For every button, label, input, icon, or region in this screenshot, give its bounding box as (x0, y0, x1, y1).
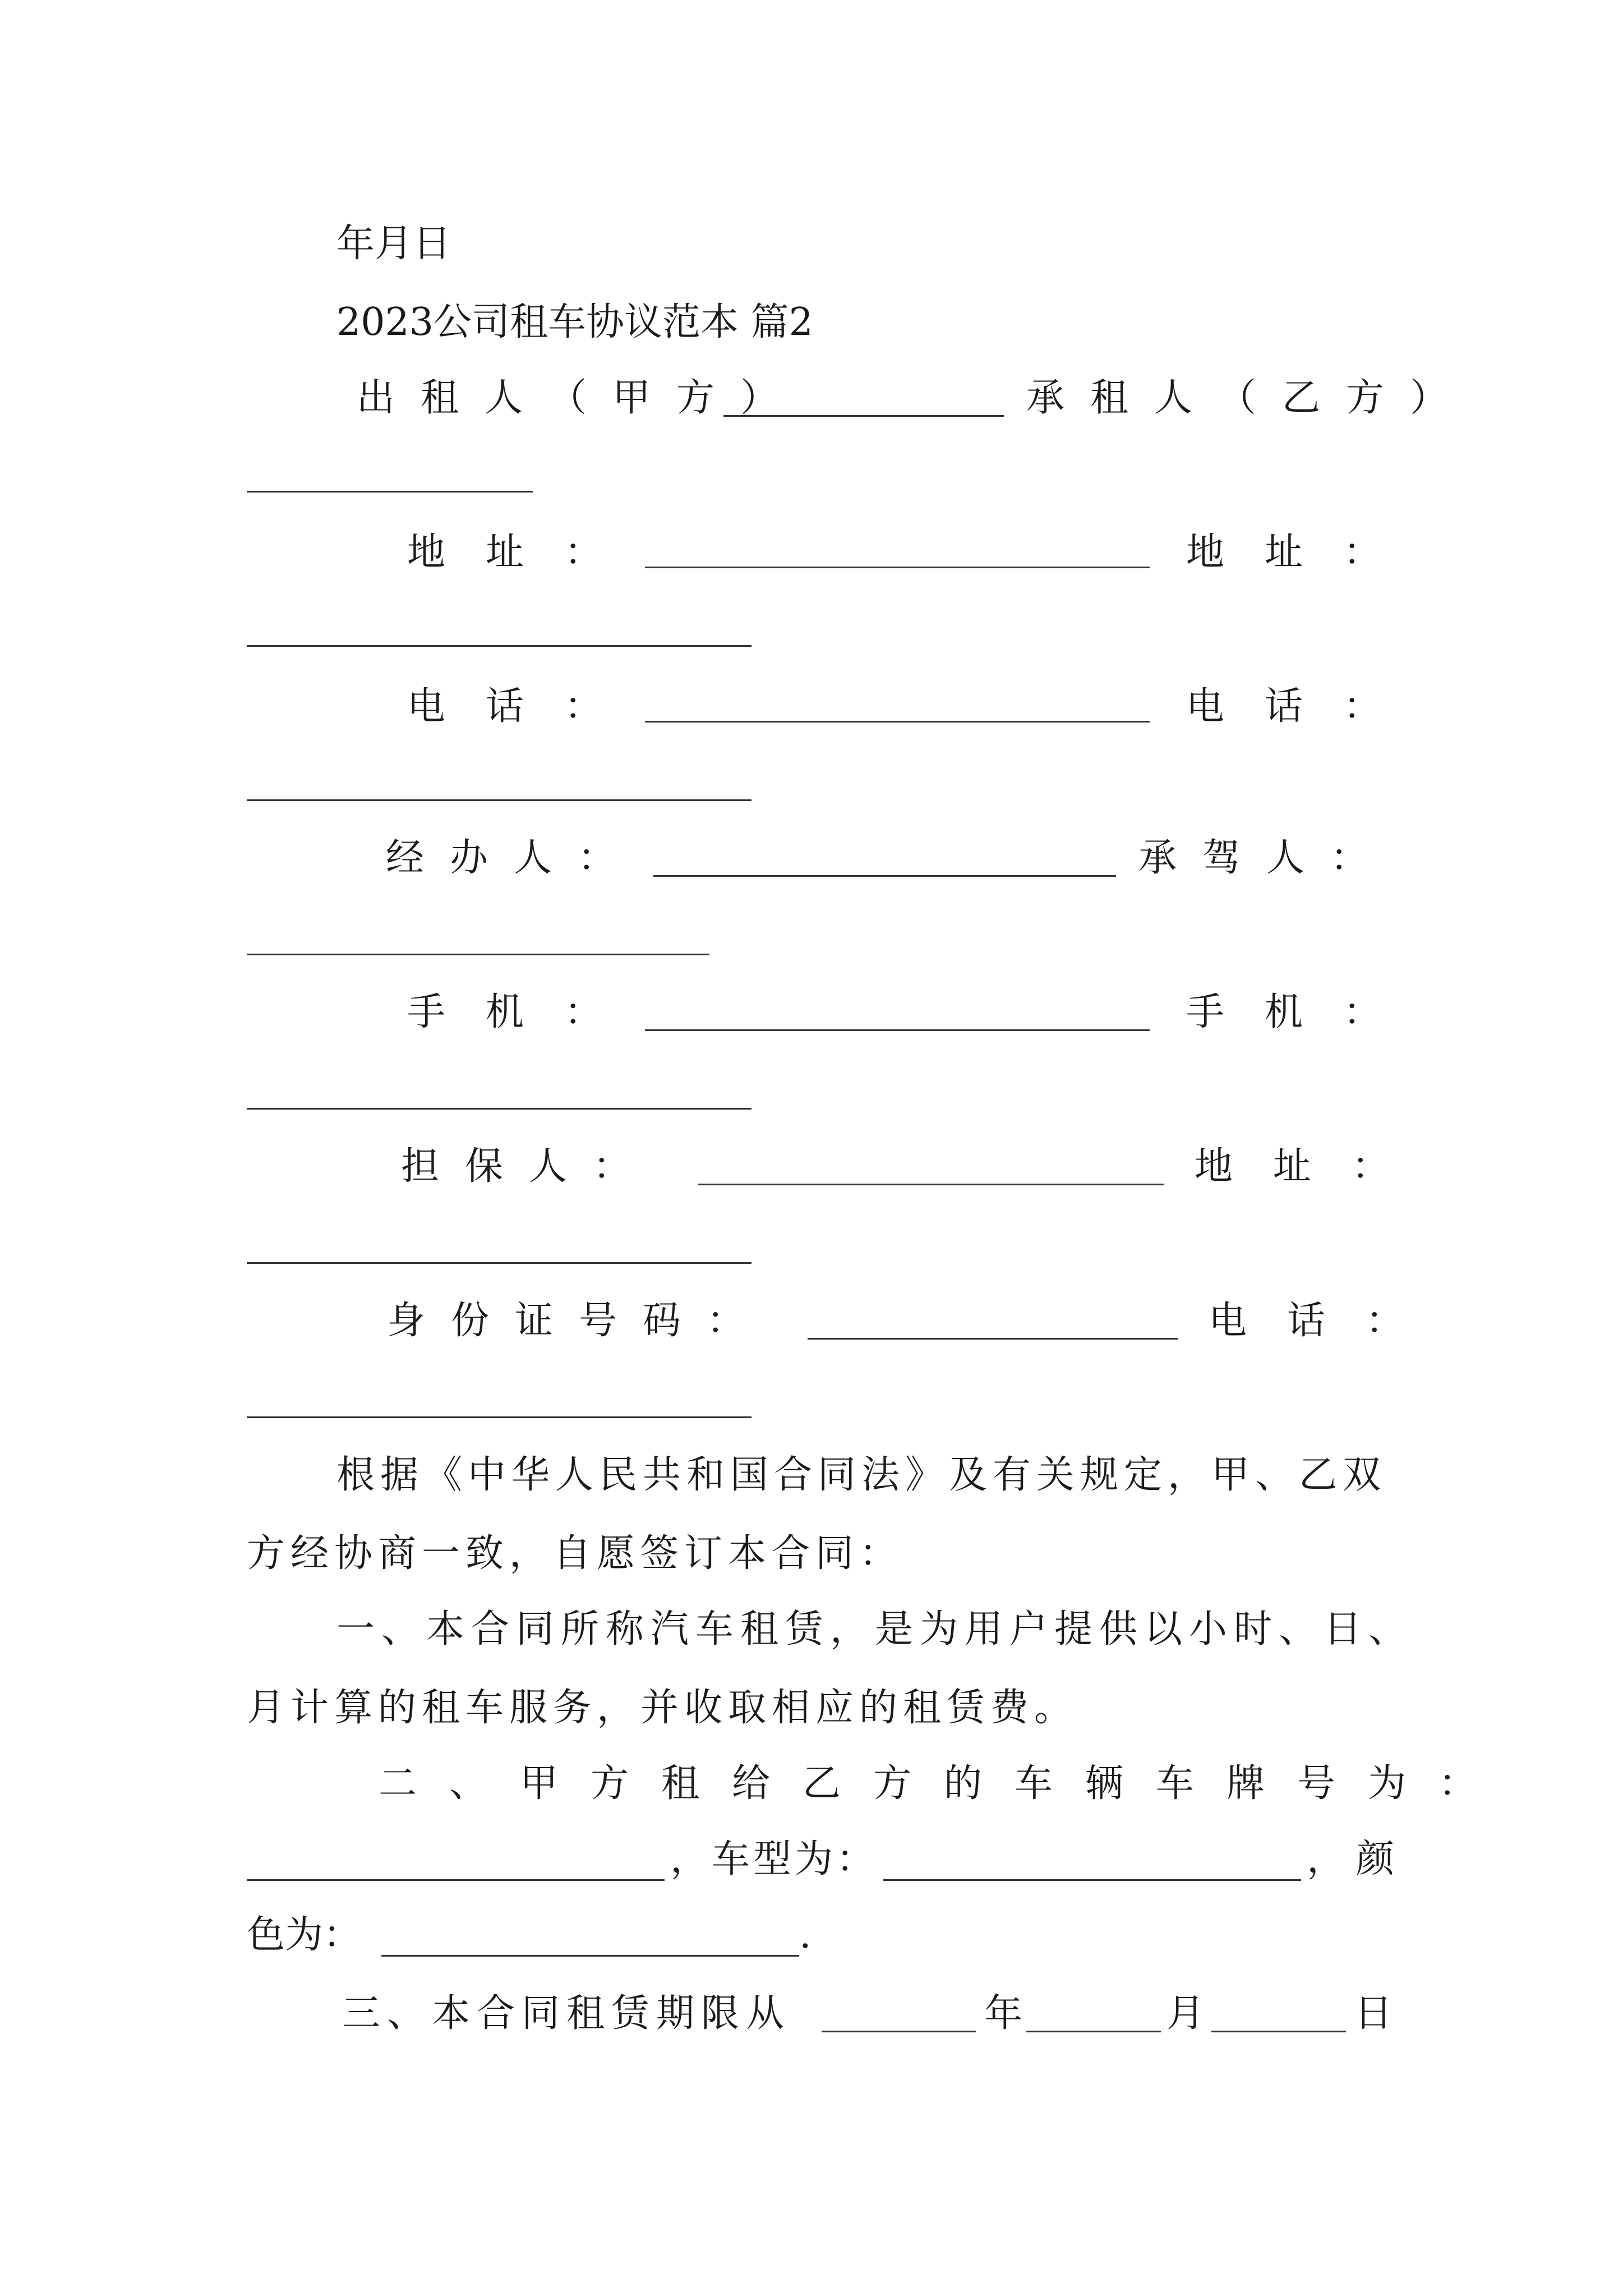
document-heading: 2023公司租车协议范本 篇2 (336, 300, 813, 344)
lessee-phone-blank[interactable] (247, 799, 751, 801)
car-model-label: ，车型为： (670, 1837, 878, 1881)
lessee-label: 承租人（乙方） (1026, 376, 1474, 420)
handler-blank[interactable] (653, 875, 1116, 877)
id-number-blank[interactable] (808, 1338, 1178, 1340)
driver-label: 承驾人： (1138, 836, 1395, 880)
clause-3-start: 三、本合同租赁期限从 (342, 1991, 791, 2036)
intro-line-2: 方经协商一致，自愿签订本合同： (247, 1531, 903, 1576)
guarantor-address-label: 地址： (1195, 1144, 1431, 1189)
lessee-address-label: 地址： (1186, 530, 1422, 574)
car-model-blank[interactable] (883, 1879, 1301, 1881)
lessor-label: 出租人（甲方） (357, 376, 805, 420)
lessee-mobile-label: 手机： (1186, 990, 1422, 1034)
day-label: 日 (1354, 1991, 1393, 2036)
guarantor-label: 担保人： (401, 1144, 657, 1189)
lessee-blank[interactable] (247, 491, 533, 493)
intro-line-1: 根据《中华人民共和国合同法》及有关规定，甲、乙双 (336, 1453, 1387, 1497)
lessor-address-blank[interactable] (645, 567, 1150, 568)
clause-1-line-1: 一、本合同所称汽车租赁，是为用户提供以小时、日、 (336, 1607, 1414, 1651)
driver-blank[interactable] (247, 954, 709, 955)
guarantor-blank[interactable] (698, 1184, 1164, 1185)
start-day-blank[interactable] (1211, 2031, 1346, 2032)
lessor-phone-label: 电话： (407, 684, 643, 729)
start-year-blank[interactable] (822, 2031, 976, 2032)
lessee-address-blank[interactable] (247, 645, 751, 647)
month-label: 月 (1166, 1991, 1205, 2036)
guarantor-phone-label: 电话： (1209, 1299, 1445, 1343)
start-month-blank[interactable] (1026, 2031, 1161, 2032)
color-tail: ，颜 (1307, 1837, 1406, 1881)
handler-label: 经办人： (386, 836, 642, 880)
clause-2-line-1: 二、甲方租给乙方的车辆车牌号为： (379, 1761, 1510, 1806)
date-line: 年月日 (336, 222, 451, 266)
lessor-mobile-label: 手机： (407, 990, 643, 1034)
lessor-mobile-blank[interactable] (645, 1029, 1150, 1031)
lessee-mobile-blank[interactable] (247, 1108, 751, 1110)
clause-1-line-2: 月计算的租车服务，并收取相应的租赁费。 (247, 1686, 1078, 1730)
color-blank[interactable] (381, 1955, 799, 1957)
id-number-label: 身份证号码： (387, 1299, 771, 1343)
color-label: 色为： (247, 1913, 362, 1957)
guarantor-address-blank[interactable] (247, 1262, 751, 1264)
lessor-phone-blank[interactable] (645, 721, 1150, 723)
color-end: . (799, 1913, 811, 1957)
lessee-phone-label: 电话： (1186, 684, 1422, 729)
plate-number-blank[interactable] (247, 1879, 665, 1881)
year-label: 年 (984, 1991, 1023, 2036)
lessor-blank[interactable] (723, 415, 1004, 417)
guarantor-phone-blank[interactable] (247, 1416, 751, 1418)
lessor-address-label: 地址： (407, 530, 643, 574)
